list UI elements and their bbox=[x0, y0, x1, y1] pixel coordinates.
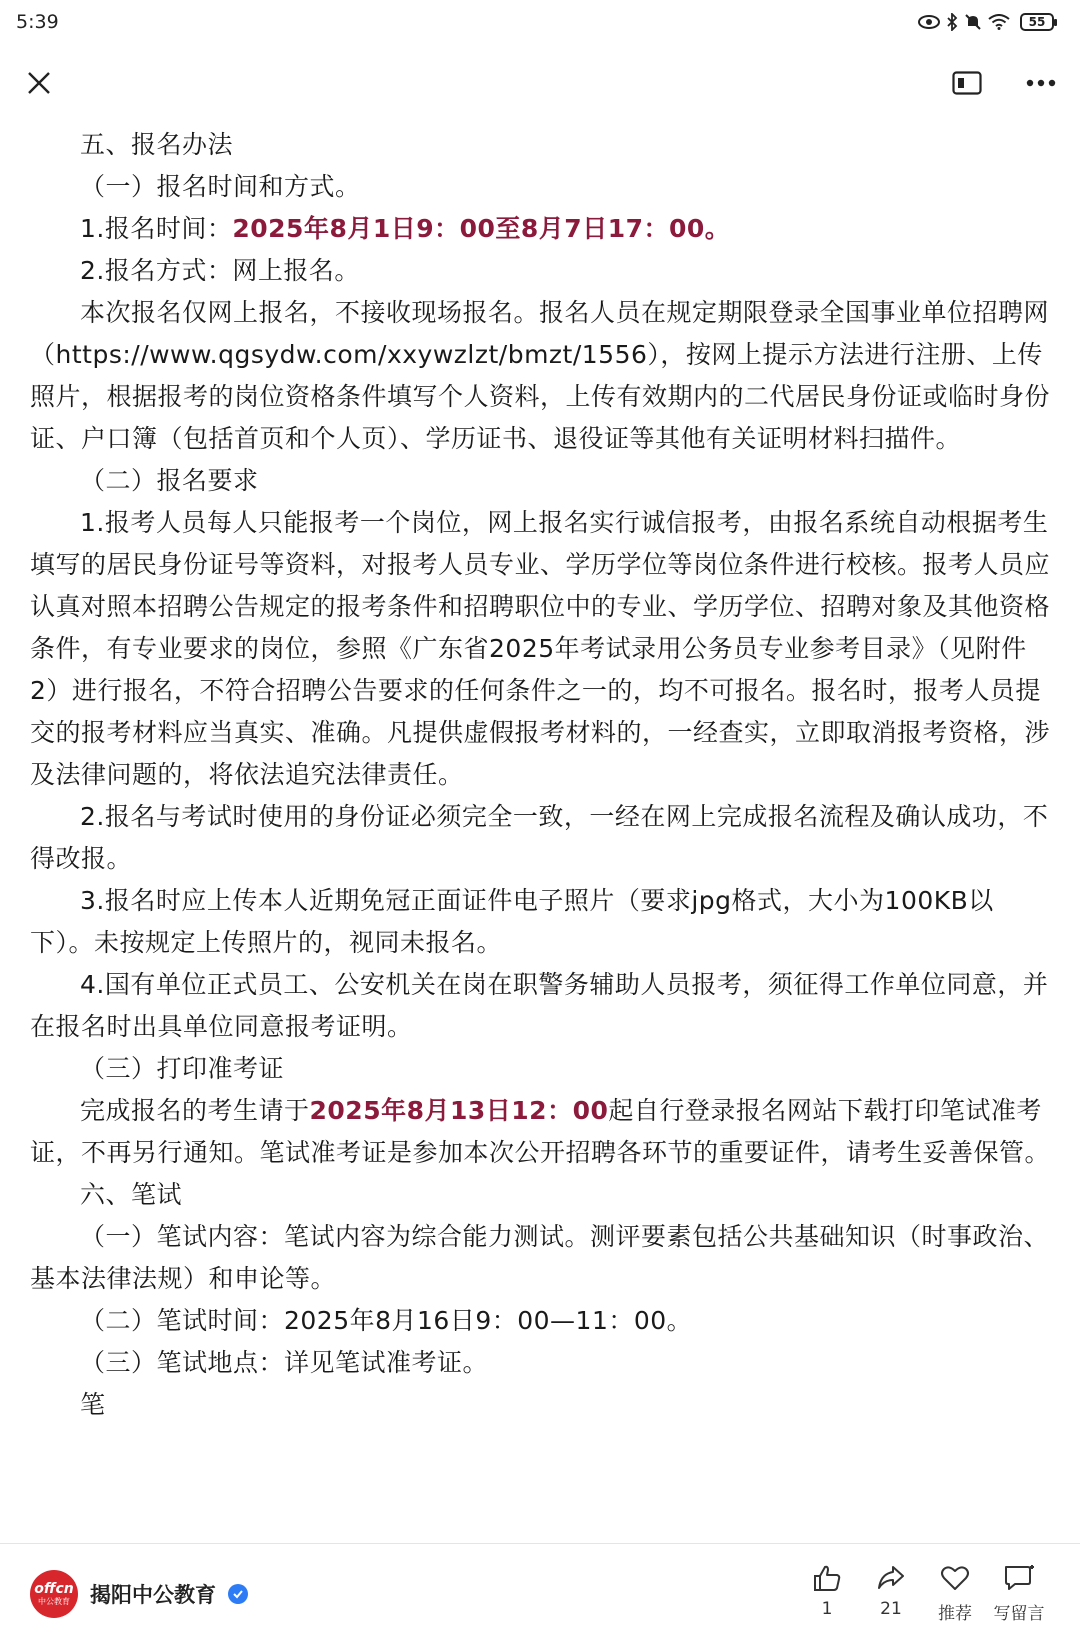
verified-badge-icon bbox=[228, 1584, 248, 1604]
author-name[interactable]: 揭阳中公教育 bbox=[90, 1582, 216, 1607]
paragraph: 2.报名方式：网上报名。 bbox=[80, 256, 360, 285]
recommend-button[interactable] bbox=[924, 1563, 986, 1624]
paragraph: （一）笔试内容：笔试内容为综合能力测试。测评要素包括公共基础知识（时事政治、基本法律法规）和申论等。 bbox=[30, 1222, 1050, 1293]
close-icon bbox=[26, 70, 52, 96]
subsection-heading: （一）报名时间和方式。 bbox=[80, 172, 361, 201]
action-bar bbox=[794, 1563, 1050, 1624]
article-content bbox=[0, 124, 1080, 1544]
paragraph: 2.报名与考试时使用的身份证必须完全一致，一经在网上完成报名流程及确认成功，不得改报。 bbox=[30, 802, 1049, 873]
bottom-bar bbox=[0, 1544, 1080, 1643]
section-heading: 五、报名办法 bbox=[80, 130, 234, 159]
paragraph: （三）笔试地点：详见笔试准考证。 bbox=[80, 1348, 489, 1377]
subsection-heading: （三）打印准考证 bbox=[80, 1054, 285, 1083]
heart-icon bbox=[940, 1563, 970, 1593]
paragraph: （二）笔试时间：2025年8月16日9：00—11：00。 bbox=[80, 1306, 693, 1335]
eye-icon bbox=[918, 15, 940, 29]
status-time: 5:39 bbox=[16, 11, 59, 33]
comment-button[interactable] bbox=[988, 1563, 1050, 1624]
comment-label: 写留言 bbox=[993, 1604, 1045, 1624]
like-button[interactable] bbox=[796, 1563, 858, 1619]
wifi-icon bbox=[988, 14, 1010, 30]
status-bar bbox=[0, 0, 1080, 44]
highlighted-date: 2025年8月1日9：00至8月7日17：00。 bbox=[232, 214, 731, 243]
paragraph: 1.报考人员每人只能报考一个岗位，网上报名实行诚信报考，由报名系统自动根据考生填写的居民身份证号等资料，对报考人员专业、学历学位等岗位条件进行校核。报考人员应认真对照本招聘公告规定的报考条件和招聘职位中的专业、学历学位、招聘对象及其他资格条件，有专业要求的岗位，参照《广东省2025年考试录用公务员专业参考目录》（见附件2）进行报名，不符合招聘公告要求的任何条件之一的，均不可报名。报名时，报考人员提交的报考材料应当真实、准确。凡提供虚假报考材料的，一经查实，立即取消报考资格，涉及法律问题的，将依法追究法律责任。 bbox=[30, 508, 1051, 789]
bluetooth-icon bbox=[946, 13, 958, 31]
paragraph: 3.报名时应上传本人近期免冠正面证件电子照片（要求jpg格式，大小为100KB以下）。未按规定上传照片的，视同未报名。 bbox=[30, 886, 994, 957]
mute-bell-icon bbox=[964, 13, 982, 31]
window-icon bbox=[952, 71, 982, 95]
more-dots-icon bbox=[1026, 79, 1056, 87]
paragraph: 笔 bbox=[80, 1390, 106, 1419]
close-button[interactable] bbox=[26, 70, 52, 96]
paragraph: 本次报名仅网上报名，不接收现场报名。报名人员在规定期限登录全国事业单位招聘网（https://www.qgsydw.com/xxywzlzt/bmzt/1556），按网上提示方法进行注册、上传照片，根据报考的岗位资格条件填写个人资料，上传有效期内的二代居民身份证或临时身份证、户口簿（包括首页和个人页）、学历证书、退役证等其他有关证明材料扫描件。 bbox=[30, 298, 1051, 453]
share-count: 21 bbox=[880, 1599, 902, 1619]
more-button[interactable] bbox=[1026, 79, 1056, 87]
registration-time-paragraph: 1.报名时间：2025年8月1日9：00至8月7日17：00。 bbox=[80, 214, 731, 243]
share-button[interactable] bbox=[860, 1563, 922, 1619]
share-icon bbox=[876, 1563, 906, 1593]
highlighted-date: 2025年8月13日12：00 bbox=[309, 1096, 609, 1125]
top-bar bbox=[0, 44, 1080, 122]
thumbs-up-icon bbox=[812, 1563, 842, 1593]
status-icons bbox=[918, 13, 1054, 31]
paragraph: 4.国有单位正式员工、公安机关在岗在职警务辅助人员报考，须征得工作单位同意，并在报名时出具单位同意报考证明。 bbox=[30, 970, 1049, 1041]
recommend-label: 推荐 bbox=[938, 1604, 972, 1624]
minimize-window-button[interactable] bbox=[952, 71, 982, 95]
battery-icon: 55 bbox=[1020, 13, 1054, 31]
admission-ticket-paragraph: 完成报名的考生请于2025年8月13日12：00起自行登录报名网站下载打印笔试准考证，不再另行通知。笔试准考证是参加本次公开招聘各环节的重要证件，请考生妥善保管。 bbox=[30, 1096, 1051, 1167]
author-info[interactable] bbox=[30, 1570, 248, 1618]
subsection-heading: （二）报名要求 bbox=[80, 466, 259, 495]
avatar[interactable]: offcn 中公教育 bbox=[30, 1570, 78, 1618]
like-count: 1 bbox=[821, 1599, 833, 1619]
comment-icon bbox=[1003, 1563, 1035, 1593]
section-heading: 六、笔试 bbox=[80, 1180, 183, 1209]
